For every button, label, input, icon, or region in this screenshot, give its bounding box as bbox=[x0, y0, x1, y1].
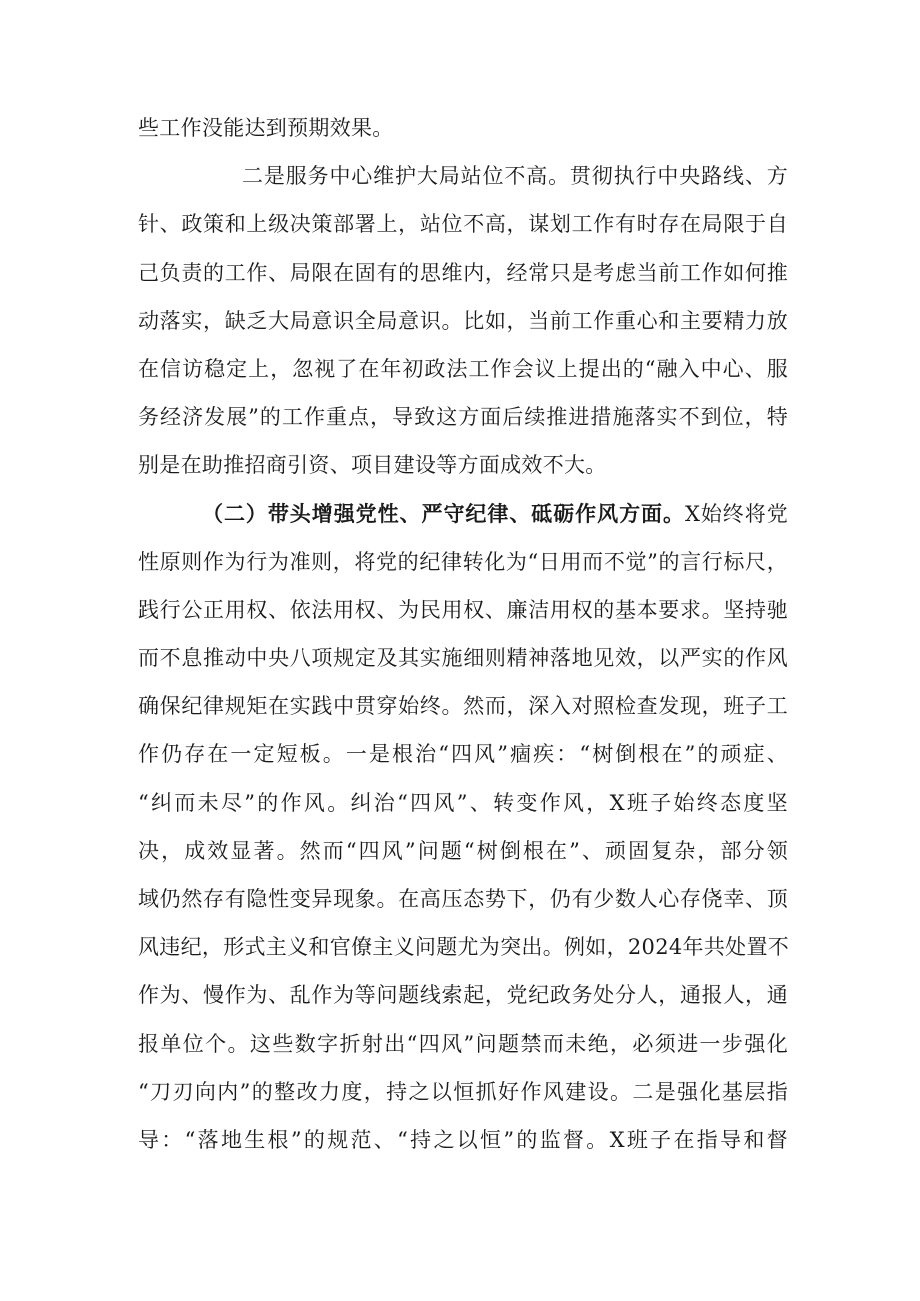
text-line: “刀刃向内”的整改力度，持之以恒抓好作风建设。二是强化基层指 bbox=[138, 1079, 788, 1104]
section-first-line bbox=[138, 490, 788, 538]
text-line: 些工作没能达到预期效果。 bbox=[138, 116, 394, 140]
text-line: “纠而未尽”的作风。纠治“四风”、转变作风，X班子始终态度坚 bbox=[138, 790, 788, 815]
text-line: 作仍存在一定短板。一是根治“四风”痼疾：“树倒根在”的顽症、 bbox=[138, 742, 788, 767]
text-line: 在信访稳定上，忽视了在年初政法工作会议上提出的“融入中心、服 bbox=[138, 356, 788, 381]
text-line: 二是服务中心维护大局站位不高。贯彻执行中央路线、方 bbox=[242, 164, 788, 189]
text-line: 针、政策和上级决策部署上，站位不高，谋划工作有时存在局限于自 bbox=[138, 212, 788, 237]
text-line: 决，成效显著。然而“四风”问题“树倒根在”、顽固复杂，部分领 bbox=[138, 838, 788, 863]
text-line: 践行公正用权、依法用权、为民用权、廉洁用权的基本要求。坚持驰 bbox=[138, 597, 788, 622]
text-line: 动落实，缺乏大局意识全局意识。比如，当前工作重心和主要精力放 bbox=[138, 308, 788, 333]
text-line: 己负责的工作、局限在固有的思维内，经常只是考虑当前工作如何推 bbox=[138, 260, 788, 285]
text-line: 而不息推动中央八项规定及其实施细则精神落地见效，以严实的作风 bbox=[138, 646, 788, 671]
text-line: 作为、慢作为、乱作为等问题线索起，党纪政务处分人，通报人，通 bbox=[138, 983, 788, 1008]
text-line: 报单位个。这些数字折射出“四风”问题禁而未绝，必须进一步强化 bbox=[138, 1031, 788, 1056]
text-line: 务经济发展”的工作重点，导致这方面后续推进措施落实不到位，特 bbox=[138, 405, 788, 430]
document-page bbox=[138, 104, 788, 1164]
text-line: 确保纪律规矩在实践中贯穿始终。然而，深入对照检查发现，班子工 bbox=[138, 694, 788, 719]
text-line: 别是在助推招商引资、项目建设等方面成效不大。 bbox=[138, 453, 607, 478]
text-line: 导：“落地生根”的规范、“持之以恒”的监督。X班子在指导和督 bbox=[138, 1127, 788, 1152]
text-line: 性原则作为行为准则，将党的纪律转化为“日用而不觉”的言行标尺， bbox=[138, 549, 788, 574]
section-first-line-text: X始终将党 bbox=[684, 501, 788, 526]
text-line: 域仍然存有隐性变异现象。在高压态势下，仍有少数人心存侥幸、顶 bbox=[138, 887, 788, 911]
section-heading: （二）带头增强党性、严守纪律、砥砺作风方面。 bbox=[202, 500, 685, 526]
text-line: 风违纪，形式主义和官僚主义问题尤为突出。例如，2024年共处置不 bbox=[138, 935, 790, 960]
